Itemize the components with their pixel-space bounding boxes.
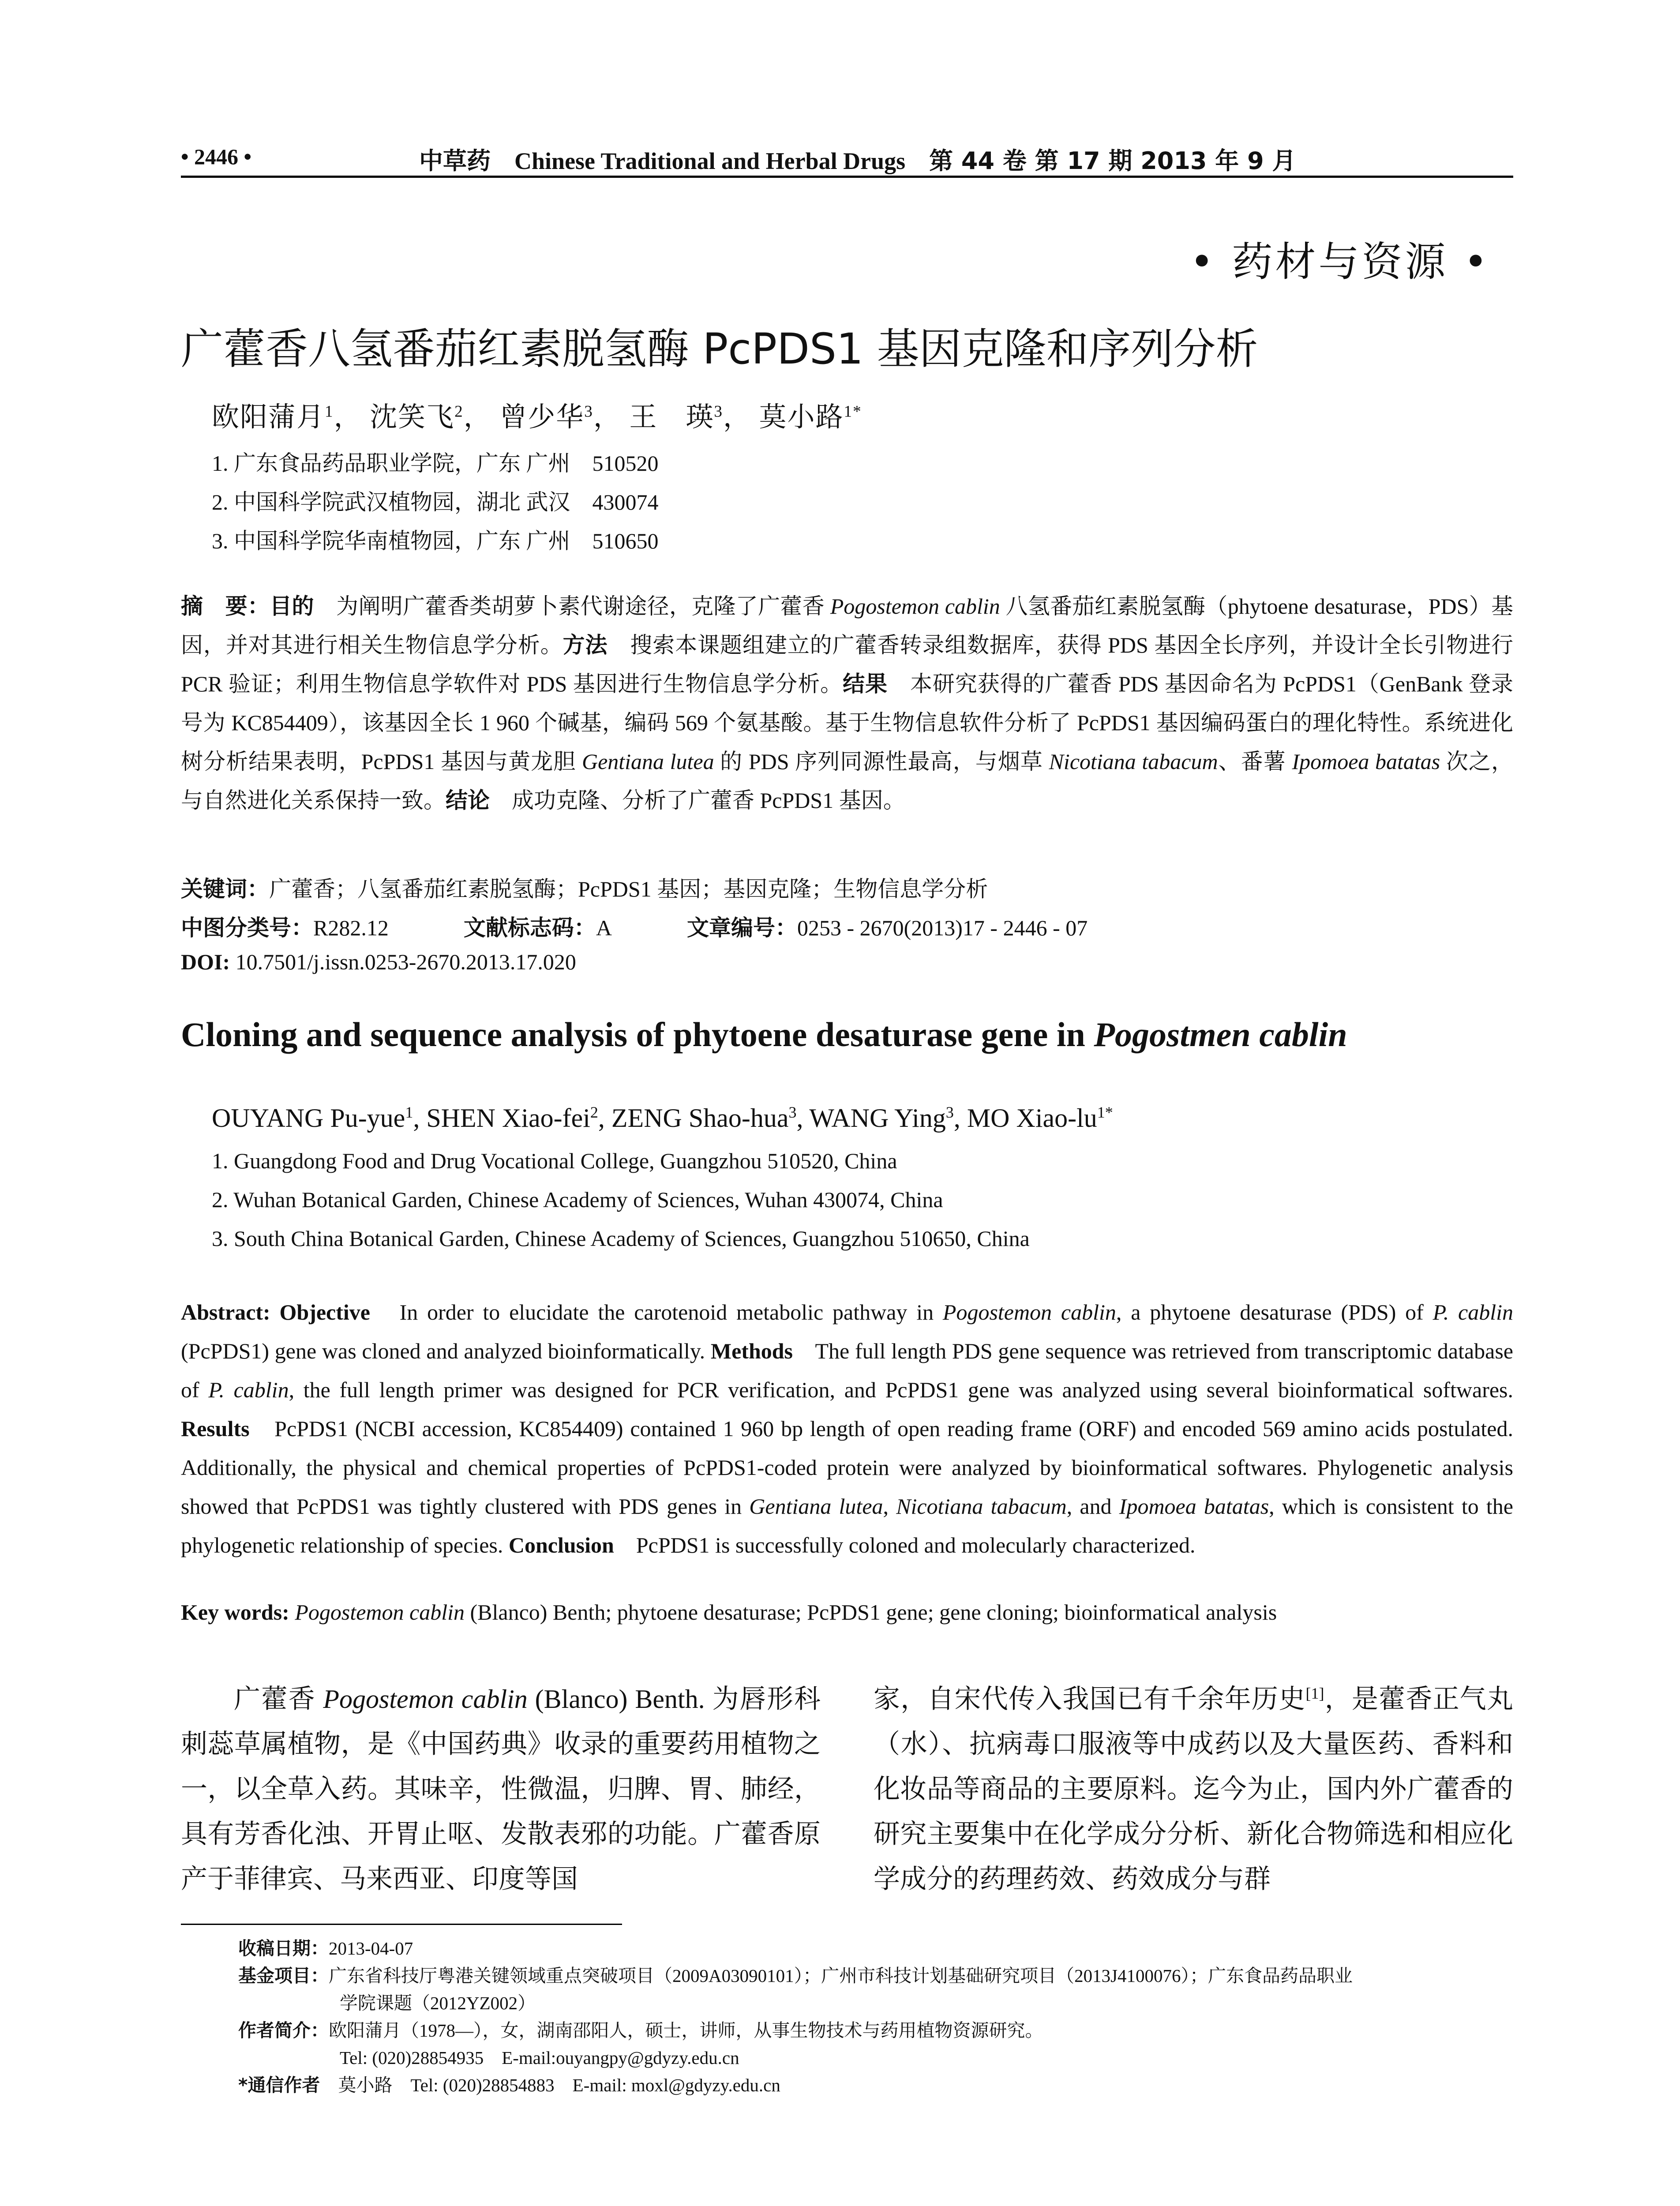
journal-name-en: Chinese Traditional and Herbal Drugs [514,148,906,174]
abstract-label: 摘 要： [181,593,270,619]
footnote-fund-continued: 学院课题（2012YZ002） [340,1993,536,2013]
species-name: P. cablin [1432,1300,1514,1324]
affiliation-cn: 2. 中国科学院武汉植物园，湖北 武汉 430074 [212,490,659,514]
author-name: WANG Ying [809,1103,946,1133]
conclusion-label: Conclusion [508,1533,614,1557]
author-affiliation-mark: 3 [714,402,723,421]
abstract-text: 为阐明广藿香类胡萝卜素代谢途径，克隆了广藿香 [314,594,830,619]
keywords-cn [181,871,988,903]
abstract-text: , [883,1494,896,1519]
article-number: 0253 - 2670(2013)17 - 2446 - 07 [797,915,1088,940]
article-title-cn [181,315,1258,376]
keywords-label: Key words: [181,1600,289,1624]
author-affiliation-mark: 1* [844,402,862,421]
author-affiliation-mark: 3 [945,1103,954,1121]
abstract-text: 、番薯 [1218,749,1292,774]
keywords-text: (Blanco) Benth; phytoene desaturase; PcPDS1 gene; gene cloning; bioinformatical analysis [464,1600,1277,1624]
species-name: Pogostemon cablin [323,1685,528,1714]
abstract-text: 次之，与自然进化关系保持一致。 [181,749,1513,813]
keywords-label: 关键词： [181,876,269,902]
abstract-text: (PcPDS1) gene was cloned and analyzed bioinformatically. [181,1339,711,1363]
abstract-text: 成功克隆、分析了广藿香 PcPDS1 基因。 [490,788,905,813]
author-name: ZENG Shao-hua [611,1103,789,1133]
received-label: 收稿日期： [238,1938,329,1959]
doc-code: A [596,915,612,940]
author-bio-text: 欧阳蒲月（1978—），女，湖南邵阳人，硕士，讲师，从事生物技术与药用植物资源研究。 [329,2020,1043,2041]
author-name: SHEN Xiao-fei [426,1103,590,1133]
article-title-en [181,1015,1347,1054]
objective-label: 目的 [270,593,314,619]
footnote-received [238,1935,413,1962]
abstract-text: PcPDS1 (NCBI accession, KC854409) contained 1 960 bp length of open reading frame (ORF) and encoded 569 amino acids postulated. Additionally, the physical and chemical properties of PcPDS1-coded protein were analyzed by bioinformatical softwares. Phylogenetic analysis showed that PcPDS1 was tightly clustered with PDS genes in [181,1416,1513,1519]
author-list-cn: 欧阳蒲月$^1$， 沈笑飞$^2$， 曾少华$^3$， 王 瑛$^3$， 莫小路$^{1*}$ [212,402,862,432]
footnote-author [238,2017,1043,2044]
fund-label: 基金项目： [238,1965,329,1986]
affiliation-cn: 3. 中国科学院华南植物园，广东 广州 510650 [212,529,659,553]
corresponding-label: *通信作者 [238,2075,320,2096]
species-name: Gentiana lutea [581,749,714,774]
clc-label: 中图分类号： [181,915,313,941]
footnote-divider [181,1924,622,1925]
abstract-cn [181,587,1513,820]
results-label: 结果 [843,671,888,697]
doi-line [181,949,576,975]
classification-line [181,910,1088,942]
species-name: P. cablin [208,1377,289,1402]
author-name: 欧阳蒲月 [212,402,325,432]
citation-reference[interactable]: [1] [1305,1685,1324,1702]
abstract-text: , which is consistent to the phylogenetic relationship of species. [181,1494,1513,1557]
journal-issue: 第 44 卷 第 17 期 2013 年 9 月 [929,147,1296,175]
doc-code-label: 文献标志码： [463,915,596,941]
results-label: Results [181,1416,250,1441]
author-name: 曾少华 [499,402,585,432]
running-header [181,140,1513,178]
fund-text: 广东省科技厅粤港关键领域重点突破项目（2009A03090101）；广州市科技计划基础研究项目（2013J4100076）；广东食品药品职业 [329,1966,1353,1986]
doi-label: DOI: [181,949,230,974]
species-name: Pogostemon cablin [295,1600,465,1624]
body-column-right [874,1677,1513,1902]
affiliation-en: 3. South China Botanical Garden, Chinese Academy of Sciences, Guangzhou 510650, China [212,1226,1030,1251]
author-affiliation-mark: 3 [788,1103,797,1121]
body-column-left [181,1677,821,1902]
abstract-objective-label: Abstract: Objective [181,1300,370,1324]
affiliation-cn: 1. 广东食品药品职业学院，广东 广州 510520 [212,451,659,476]
footnote-fund [238,1962,1353,1989]
author-affiliation-mark: 2 [590,1103,598,1121]
species-name: Ipomoea batatas [1292,749,1440,774]
abstract-text: The full length PDS gene sequence was retrieved from transcriptomic database of [181,1339,1513,1402]
abstract-text: 八氢番茄红素脱氢酶（phytoene desaturase，PDS）基因，并对其进行相关生物信息学分析。 [181,594,1514,657]
author-affiliation-mark: 3 [584,402,593,421]
clc-code: R282.12 [313,915,389,940]
author-affiliation-mark: 2 [454,402,464,421]
article-number-label: 文章编号： [686,915,797,941]
methods-label: Methods [710,1339,793,1363]
keywords-text: 广藿香；八氢番茄红素脱氢酶；PcPDS1 基因；基因克隆；生物信息学分析 [269,877,988,901]
abstract-text: 的 PDS 序列同源性最高，与烟草 [714,749,1049,774]
author-affiliation-mark: 1* [1097,1103,1113,1121]
abstract-text: 本研究获得的广藿香 PDS 基因命名为 PcPDS1（GenBank 登录号为 KC854409），该基因全长 1 960 个碱基，编码 569 个氨基酸。基于生物信息软件分析了 PcPDS1 基因编码蛋白的理化特性。系统进化树分析结果表明，PcPDS1 基因与黄龙胆 [181,672,1514,774]
abstract-en [181,1293,1513,1564]
species-name: Gentiana lutea [749,1494,883,1519]
author-affiliation-mark: 1 [405,1103,413,1121]
author-name: 莫小路 [759,402,844,432]
received-date: 2013-04-07 [329,1938,413,1958]
corresponding-text: 莫小路 Tel: (020)28854883 E-mail: moxl@gdyzy.edu.cn [320,2075,780,2095]
body-text: ，是藿香正气丸（水）、抗病毒口服液等中成药以及大量医药、香料和化妆品等商品的主要原料。迄今为止，国内外广藿香的研究主要集中在化学成分分析、新化合物筛选和相应化学成分的药理药效、药效成分与群 [874,1685,1514,1894]
species-name: Ipomoea batatas [1119,1494,1269,1519]
author-list-en: OUYANG Pu-yue$^1$, SHEN Xiao-fei$^2$, ZENG Shao-hua$^3$, WANG Ying$^3$, MO Xiao-$lu^{1*}$ [212,1103,1113,1133]
article-title-en-text: Cloning and sequence analysis of phytoene desaturase gene in [181,1015,1094,1054]
conclusion-label: 结论 [446,788,490,813]
abstract-text: In order to elucidate the carotenoid metabolic pathway in [370,1300,943,1324]
keywords-en [181,1599,1277,1625]
author-name: OUYANG Pu-yue [212,1103,405,1133]
author-name: MO Xiao-lu [967,1103,1097,1133]
article-title-cn-text: 广藿香八氢番茄红素脱氢酶 PcPDS1 基因克隆和序列分析 [181,324,1258,374]
abstract-text: , a phytoene desaturase (PDS) of [1116,1300,1433,1324]
doi-value: 10.7501/j.issn.0253-2670.2013.17.020 [235,949,576,974]
affiliation-en: 2. Wuhan Botanical Garden, Chinese Academy of Sciences, Wuhan 430074, China [212,1187,943,1212]
footnote-author-contact: Tel: (020)28854935 E-mail:ouyangpy@gdyzy.edu.cn [340,2048,739,2068]
body-text: 广藿香 [234,1685,323,1714]
body-text: (Blanco) Benth. 为唇形科刺蕊草属植物，是《中国药典》收录的重要药用植物之一，以全草入药。其味辛，性微温，归脾、胃、肺经，具有芳香化浊、开胃止呕、发散表邪的功能。广藿香原产于菲律宾、马来西亚、印度等国 [181,1685,821,1894]
author-name: 沈笑飞 [370,402,455,432]
species-name: Pogostemon cablin [942,1300,1116,1324]
author-bio-label: 作者简介： [238,2020,329,2041]
abstract-text: , the full length primer was designed for PCR verification, and PcPDS1 gene was analyzed using several bioinformatical softwares. [289,1377,1514,1402]
page-number: • 2446 • [181,144,252,169]
species-name: Nicotiana tabacum [896,1494,1067,1519]
abstract-text: PcPDS1 is successfully coloned and molecularly characterized. [614,1533,1196,1557]
body-text: 家，自宋代传入我国已有千余年历史 [874,1685,1306,1714]
section-label: • 药材与资源 • [1189,238,1490,285]
affiliation-en: 1. Guangdong Food and Drug Vocational College, Guangzhou 510520, China [212,1148,897,1173]
species-name: Nicotiana tabacum [1049,749,1218,774]
species-name: Pogostemon cablin [830,594,1000,619]
abstract-text: 搜索本课题组建立的广藿香转录组数据库，获得 PDS 基因全长序列，并设计全长引物进行 PCR 验证；利用生物信息学软件对 PDS 基因进行生物信息学分析。 [181,633,1514,696]
journal-name-cn: 中草药 [419,147,491,175]
footnote-corresponding [238,2071,780,2099]
methods-label: 方法 [562,632,608,658]
abstract-text: , and [1066,1494,1119,1519]
author-affiliation-mark: 1 [325,402,334,421]
journal-line [419,142,1296,176]
author-name: 王 瑛 [629,402,714,432]
species-name: Pogostmen cablin [1094,1015,1347,1054]
